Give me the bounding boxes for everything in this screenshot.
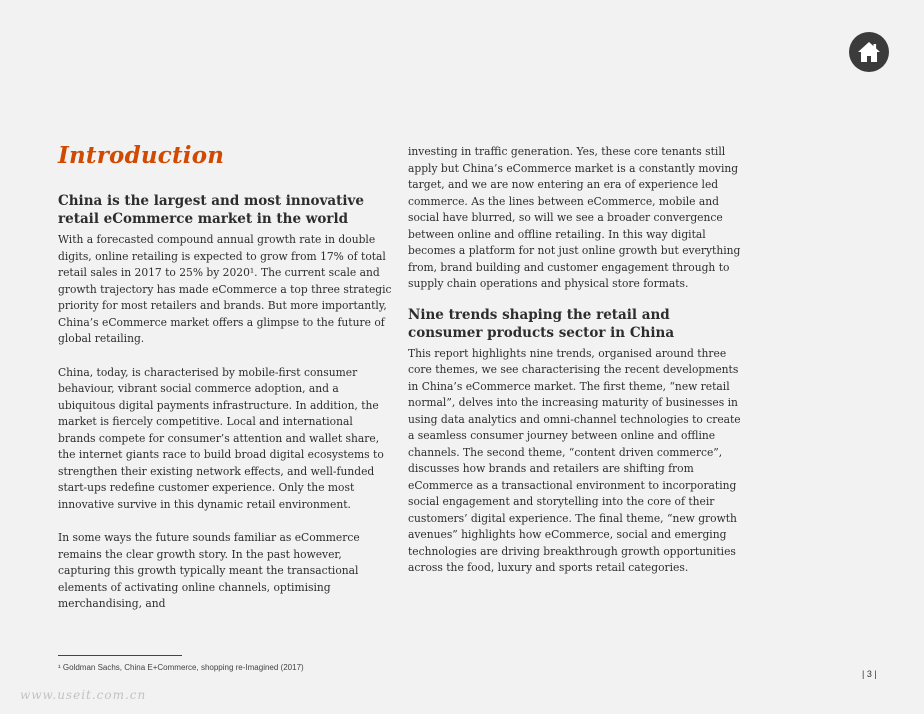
footnote: ¹ Goldman Sachs, China E+Commerce, shopping re-Imagined (2017)	[58, 663, 304, 672]
paragraph-future-familiar: In some ways the future sounds familiar as eCommerce remains the clear growth story. In the past however, capturing this growth typically meant the transactional elements of activating online channels, optimising merchandising, and	[58, 531, 360, 610]
left-column	[58, 140, 393, 630]
watermark: www.useit.com.cn	[20, 688, 147, 702]
section-heading-nine-trends: Nine trends shaping the retail and consumer products sector in China	[408, 306, 675, 341]
right-column	[408, 144, 743, 594]
paragraph-china-today: China, today, is characterised by mobile-first consumer behaviour, vibrant social commerce adoption, and a ubiquitous digital payments infrastructure. In addition, the market is fiercely competitive. Local and international brands compete for consumer’s attention and wallet share, the internet giants race to build broad digital ecosystems to strengthen their existing network effects, and well-funded start-ups redefine customer experience. Only the most innovative survive in this dynamic retail environment.	[58, 365, 384, 511]
home-icon	[857, 41, 881, 63]
page-number: | 3 |	[862, 669, 877, 679]
section-heading-largest-market: China is the largest and most innovative retail eCommerce market in the world	[58, 193, 364, 227]
paragraph-traffic-generation: investing in traffic generation. Yes, these core tenants still apply but China’s eCommerce market is a constantly moving target, and we are now entering an era of experience led commerce. As the lines between eCommerce, mobile and social have blurred, so will we see a broader convergence between online and offline retailing. In this way digital becomes a platform for not just online growth but everything from, brand building and customer engagement through to supply chain operations and physical store formats.	[408, 145, 741, 290]
page-title: Introduction	[58, 142, 225, 169]
paragraph-growth-forecast: With a forecasted compound annual growth rate in double digits, online retailing is expected to grow from 17% of total retail sales in 2017 to 25% by 2020¹. The current scale and growth trajectory has made eCommerce a top three strategic priority for most retailers and brands. But more importantly, China’s eCommerce market offers a glimpse to the future of global retailing.	[58, 233, 392, 345]
home-button[interactable]	[849, 32, 889, 72]
paragraph-report-highlights: This report highlights nine trends, organised around three core themes, we see characterising the recent developments in China’s eCommerce market. The first theme, “new retail normal”, delves into the increasing maturity of businesses in using data analytics and omni-channel technologies to create a seamless consumer journey between online and offline channels. The second theme, “content driven commerce”, discusses how brands and retailers are shifting from eCommerce as a transactional environment to incorporating social engagement and storytelling into the core of their customers’ digital experience. The final theme, “new growth avenues” highlights how eCommerce, social and emerging technologies are driving breakthrough growth opportunities across the food, luxury and sports retail categories.	[408, 346, 741, 574]
footnote-divider	[58, 655, 182, 656]
